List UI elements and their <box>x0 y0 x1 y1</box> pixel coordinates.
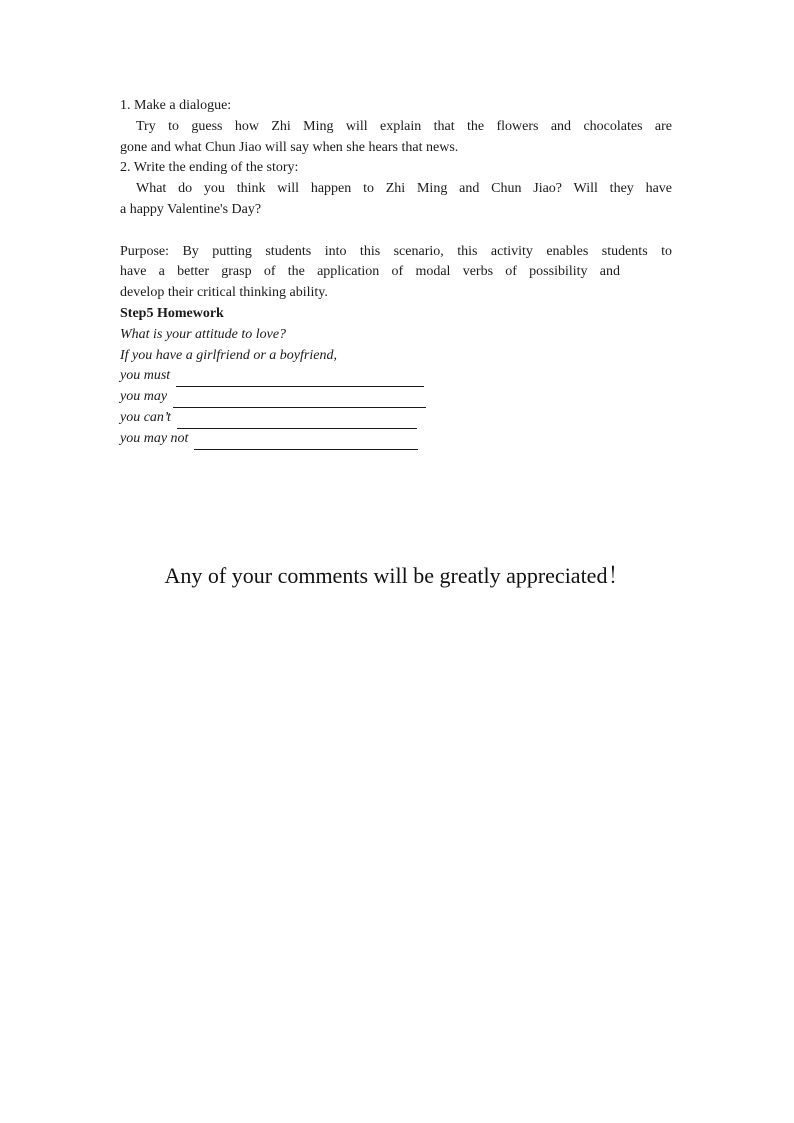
document-body <box>120 96 672 450</box>
task2-line1: What do you think will happen to Zhi Ming and Chun Jiao? Will they have <box>136 181 672 197</box>
task-write-ending <box>120 158 672 220</box>
answer-blank[interactable] <box>173 392 426 408</box>
purpose-line1: Purpose: By putting students into this scenario, this activity enables students to <box>120 243 672 259</box>
task2-line2: a happy Valentine's Day? <box>120 201 262 217</box>
homework-prompt-may <box>120 387 672 408</box>
task1-line2: gone and what Chun Jiao will say when she hears that news. <box>120 139 459 155</box>
homework-question: What is your attitude to love? <box>120 326 287 342</box>
prompt-label: you must <box>120 368 171 384</box>
prompt-label: you may <box>120 389 168 405</box>
homework-condition: If you have a girlfriend or a boyfriend, <box>120 347 337 363</box>
homework-prompt-cant <box>120 408 672 429</box>
homework-section <box>120 304 672 450</box>
answer-blank[interactable] <box>194 434 418 450</box>
purpose-paragraph <box>120 242 672 304</box>
homework-heading: Step5 Homework <box>120 305 224 321</box>
homework-prompt-must <box>120 366 672 387</box>
task1-heading: 1. Make a dialogue: <box>120 98 232 113</box>
answer-blank[interactable] <box>177 413 417 429</box>
paragraph-gap <box>120 221 672 242</box>
purpose-line3: develop their critical thinking ability. <box>120 285 328 301</box>
task1-line1: Try to guess how Zhi Ming will explain that the flowers and chocolates are <box>136 118 672 134</box>
task-make-dialogue <box>120 96 672 158</box>
closing-remark: Any of your comments will be greatly appreciated！ <box>164 563 630 588</box>
prompt-label: you may not <box>120 430 189 446</box>
answer-blank[interactable] <box>176 371 424 387</box>
prompt-label: you can’t <box>120 409 171 425</box>
homework-prompt-may-not <box>120 429 672 450</box>
task2-heading: 2. Write the ending of the story: <box>120 160 299 176</box>
purpose-line2: have a better grasp of the application of modal verbs of possibility and <box>120 264 620 280</box>
